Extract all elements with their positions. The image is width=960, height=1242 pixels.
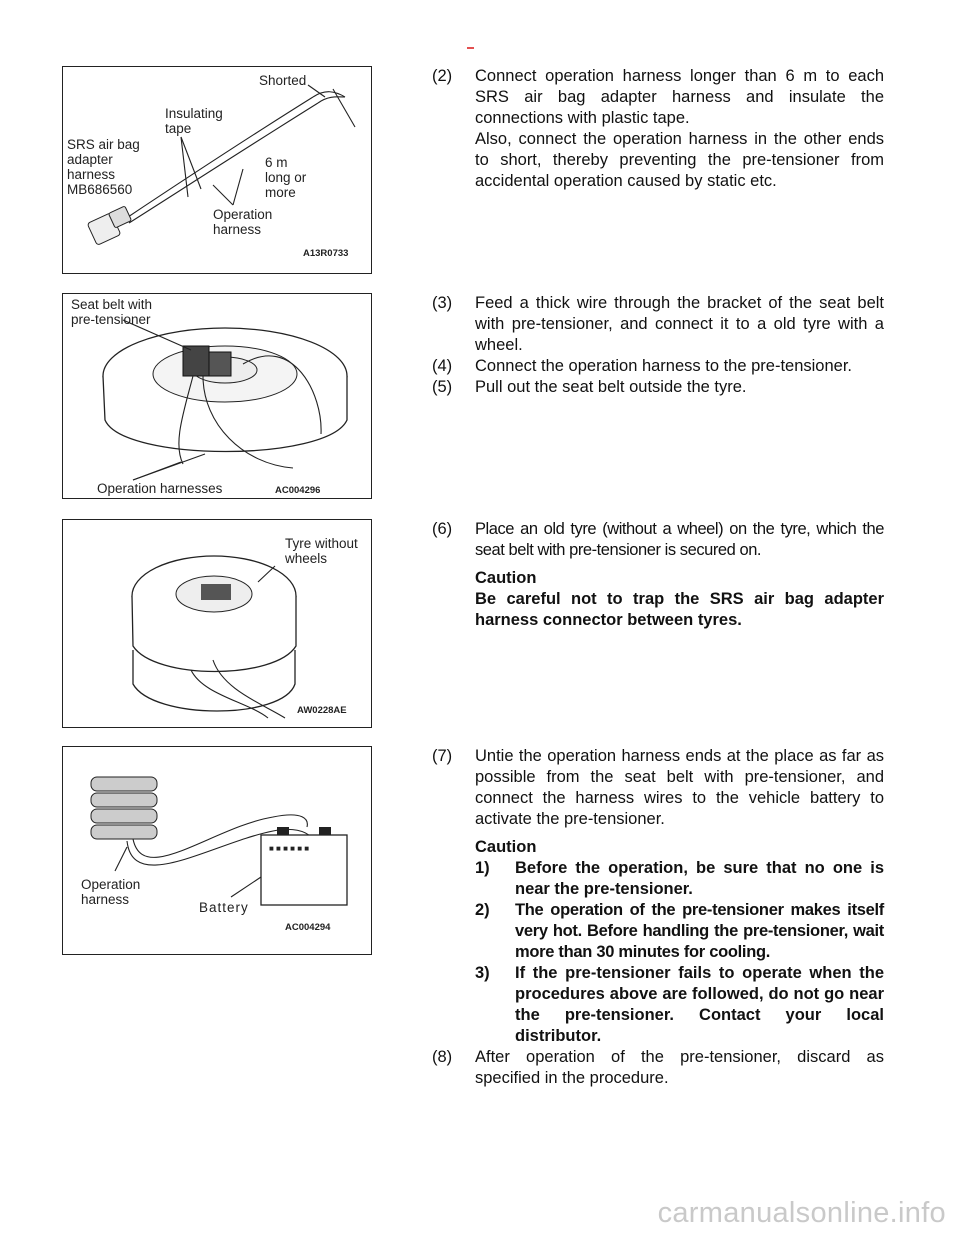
stacked-tyre-2 bbox=[91, 793, 157, 807]
step-4-text: Connect the operation harness to the pre-tensioner. bbox=[475, 357, 852, 375]
harness-diagram bbox=[63, 67, 371, 273]
battery-cells: ■ ■ ■ ■ ■ ■ bbox=[269, 844, 310, 853]
caution-6 bbox=[432, 568, 884, 631]
step-5 bbox=[432, 377, 884, 398]
label-adapter: adapter bbox=[67, 152, 113, 167]
length-marker bbox=[333, 89, 355, 127]
harness-pointer-2 bbox=[233, 169, 243, 205]
figure-code: AW0228AE bbox=[297, 705, 347, 716]
harness-wire-2 bbox=[129, 103, 318, 223]
label-seatbelt: Seat belt with bbox=[71, 297, 153, 312]
step-2-text: Connect operation harness longer than 6 m to each SRS air bag adapter harness and insulate the connections with plastic tape. bbox=[475, 67, 884, 127]
caution-6-title: Caution bbox=[475, 569, 537, 587]
label-tape: tape bbox=[165, 121, 192, 136]
label-pretensioner: pre-tensioner bbox=[71, 312, 151, 327]
seatbelt-retractor-icon bbox=[209, 352, 231, 376]
section-step-2 bbox=[432, 66, 884, 192]
label-harnesses: Operation harnesses bbox=[97, 481, 223, 496]
caution-7 bbox=[432, 837, 884, 1047]
tyre-diagram bbox=[63, 294, 371, 498]
step-7 bbox=[432, 746, 884, 830]
harness-pointer-2 bbox=[133, 454, 205, 480]
label-more: more bbox=[265, 185, 296, 200]
step-4 bbox=[432, 356, 884, 377]
caution-6-text: Be careful not to trap the SRS air bag adapter harness connector between tyres. bbox=[475, 590, 884, 629]
battery-pointer bbox=[231, 877, 261, 897]
step-8-number: (8) bbox=[432, 1048, 453, 1066]
caution-7-item-3 bbox=[475, 963, 884, 1047]
label-harness: harness bbox=[67, 167, 116, 182]
watermark: carmanualsonline.info bbox=[657, 1197, 946, 1229]
label-srs: SRS air bag bbox=[67, 137, 140, 152]
label-battery: Battery bbox=[199, 900, 249, 915]
label-harness: harness bbox=[81, 892, 130, 907]
step-6-text: Place an old tyre (without a wheel) on the tyre, which the seat belt with pre-tensioner is secured on. bbox=[475, 520, 884, 559]
step-3-text: Feed a thick wire through the bracket of the seat belt with pre-tensioner, and connect it to a old tyre with a wheel. bbox=[475, 294, 884, 354]
stacked-tyre-3 bbox=[91, 809, 157, 823]
adapter-connector-icon bbox=[201, 584, 231, 600]
section-steps-7-8 bbox=[432, 746, 884, 1089]
step-8 bbox=[432, 1047, 884, 1089]
label-operation-harness: harness bbox=[213, 222, 262, 237]
step-6-number: (6) bbox=[432, 520, 453, 538]
step-2 bbox=[432, 66, 884, 192]
figure-code: A13R0733 bbox=[303, 248, 349, 259]
section-step-6 bbox=[432, 519, 884, 631]
battery-terminal-negative bbox=[277, 827, 289, 835]
label-wheels: wheels bbox=[285, 551, 328, 566]
caution-7-title: Caution bbox=[475, 838, 537, 856]
step-2-text-2: Also, connect the operation harness in the other ends to short, thereby preventing the pre-tensioner from accidental operation caused by static etc. bbox=[475, 130, 884, 190]
step-6 bbox=[432, 519, 884, 561]
harness-pointer bbox=[115, 847, 127, 871]
stacked-tyres-diagram bbox=[63, 520, 371, 727]
label-tyre-without: Tyre without bbox=[285, 536, 358, 551]
section-steps-3-5 bbox=[432, 293, 884, 398]
label-insulating: Insulating bbox=[165, 106, 223, 121]
figure-battery-connection bbox=[62, 746, 372, 955]
label-operation: Operation bbox=[213, 207, 273, 222]
step-7-number: (7) bbox=[432, 747, 453, 765]
step-5-text: Pull out the seat belt outside the tyre. bbox=[475, 378, 747, 396]
caution-7-item-2-number: 2) bbox=[475, 901, 490, 919]
label-shorted: Shorted bbox=[259, 73, 307, 88]
step-5-number: (5) bbox=[432, 378, 453, 396]
caution-7-item-2-text: The operation of the pre-tensioner makes itself very hot. Before handling the pre-tensioner, wait more than 30 minutes for cooling. bbox=[515, 901, 884, 961]
label-part-number: MB686560 bbox=[67, 182, 133, 197]
caution-7-item-3-text: If the pre-tensioner fails to operate when the procedures above are followed, do not go near the pre-tensioner. Contact your local distributor. bbox=[515, 964, 884, 1045]
caution-7-item-1 bbox=[475, 858, 884, 900]
label-length: 6 m bbox=[265, 155, 288, 170]
caution-7-item-3-number: 3) bbox=[475, 964, 490, 982]
figure-code: AC004294 bbox=[285, 922, 331, 933]
battery-terminal-positive bbox=[319, 827, 331, 835]
figure-code: AC004296 bbox=[275, 485, 321, 496]
figure-harness-connection bbox=[62, 66, 372, 274]
pretensioner-icon bbox=[183, 346, 209, 376]
step-3-number: (3) bbox=[432, 294, 453, 312]
step-7-text: Untie the operation harness ends at the place as far as possible from the seat belt with pre-tensioner, and connect the harness wires to the vehicle battery to activate the pre-tensioner. bbox=[475, 747, 884, 828]
label-long-or: long or bbox=[265, 170, 307, 185]
caution-7-item-1-text: Before the operation, be sure that no one is near the pre-tensioner. bbox=[515, 859, 884, 898]
step-2-number: (2) bbox=[432, 67, 453, 85]
figure-stacked-tyres bbox=[62, 519, 372, 728]
battery-diagram bbox=[63, 747, 371, 954]
caution-7-item-1-number: 1) bbox=[475, 859, 490, 877]
stacked-tyre-1 bbox=[91, 777, 157, 791]
stacked-tyre-4 bbox=[91, 825, 157, 839]
step-8-text: After operation of the pre-tensioner, discard as specified in the procedure. bbox=[475, 1048, 884, 1087]
step-3 bbox=[432, 293, 884, 356]
step-4-number: (4) bbox=[432, 357, 453, 375]
label-operation: Operation bbox=[81, 877, 141, 892]
caution-7-item-2 bbox=[475, 900, 884, 963]
figure-seatbelt-on-tyre bbox=[62, 293, 372, 499]
harness-pointer-1 bbox=[213, 185, 233, 205]
red-mark bbox=[467, 47, 474, 49]
